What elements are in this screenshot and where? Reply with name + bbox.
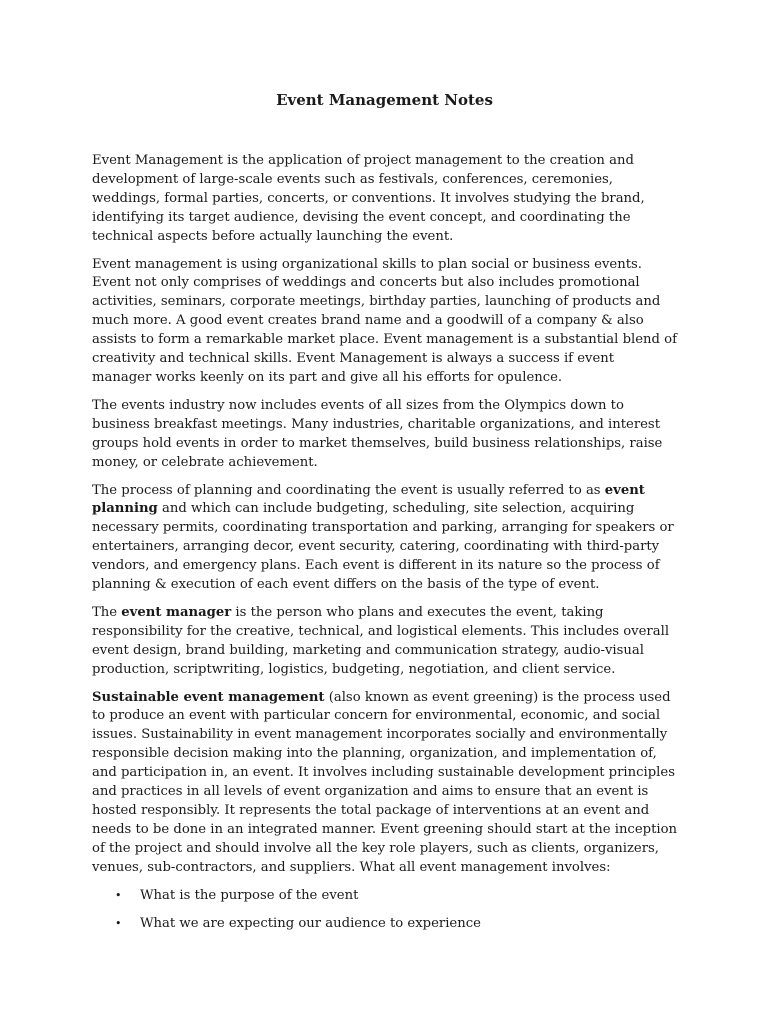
bullet-icon: • [115,888,122,902]
bold-term-event-planning: event planning [92,482,645,517]
paragraph-event-manager [92,604,677,680]
paragraph-text: The [92,604,122,620]
list-item [92,915,677,934]
paragraph-text: is the person who plans and executes the event, taking responsibility for the creative, technical, and logistical elements. This includes overall event design, brand building, marketing and communication strategy, audio-visual production, scriptwriting, logistics, budgeting, negotiation, and client service. [92,604,670,677]
document-title: Event Management Notes [276,91,493,109]
paragraph-sustainable-event-management [92,689,677,878]
paragraph-definition: Event Management is the application of project management to the creation and development of large-scale events such as festivals, conferences, ceremonies, weddings, formal parties, concerts, or conventions. It involves studying the brand, identifying its target audience, devising the event concept, and coordinating the technical aspects before actually launching the event. [92,153,645,244]
paragraph-events-industry: The events industry now includes events of all sizes from the Olympics down to business breakfast meetings. Many industries, charitable organizations, and interest groups hold events in order to market themselves, build business relationships, raise money, or celebrate achievement. [92,397,663,470]
list-item-text: What we are expecting our audience to experience [140,915,481,931]
paragraph-organizational-skills: Event management is using organizational skills to plan social or business events. Event not only comprises of weddings and concerts but also includes promotional activities, seminars, corporate meetings, birthday parties, launching of products and much more. A good event creates brand name and a goodwill of a company & also assists to form a remarkable market place. Event management is a substantial blend of creativity and technical skills. Event Management is always a success if event manager works keenly on its part and give all his efforts for opulence. [92,256,677,385]
paragraph-text: (also known as event greening) is the process used to produce an event with particular concern for environmental, economic, and social issues. Sustainability in event management incorporates socially and environmentally responsible decision making into the planning, organization, and implementation of, and participation in, an event. It involves including sustainable development principles and practices in all levels of event organization and aims to ensure that an event is hosted responsibly. It represents the total package of interventions at an event and needs to be done in an integrated manner. Event greening should start at the inception of the project and should involve all the key role players, such as clients, organizers, venues, sub-contractors, and suppliers. What all event management involves: [92,689,678,875]
paragraph-text: The process of planning and coordinating the event is usually referred to as [92,482,605,498]
list-item-text: What is the purpose of the event [140,887,359,903]
bullet-icon: • [115,916,122,930]
document-page [92,90,677,942]
bullet-list [92,887,677,934]
bold-term-sustainable-event-management: Sustainable event management [92,689,325,705]
paragraph-event-planning [92,482,677,595]
list-item [92,887,677,906]
bold-term-event-manager: event manager [121,604,232,620]
paragraph-text: and which can include budgeting, scheduling, site selection, acquiring necessary permits, coordinating transportation and parking, arranging for speakers or entertainers, arranging decor, event security, catering, coordinating with third-party vendors, and emergency plans. Each event is different in its nature so the process of planning & execution of each event differs on the basis of the type of event. [92,501,674,593]
